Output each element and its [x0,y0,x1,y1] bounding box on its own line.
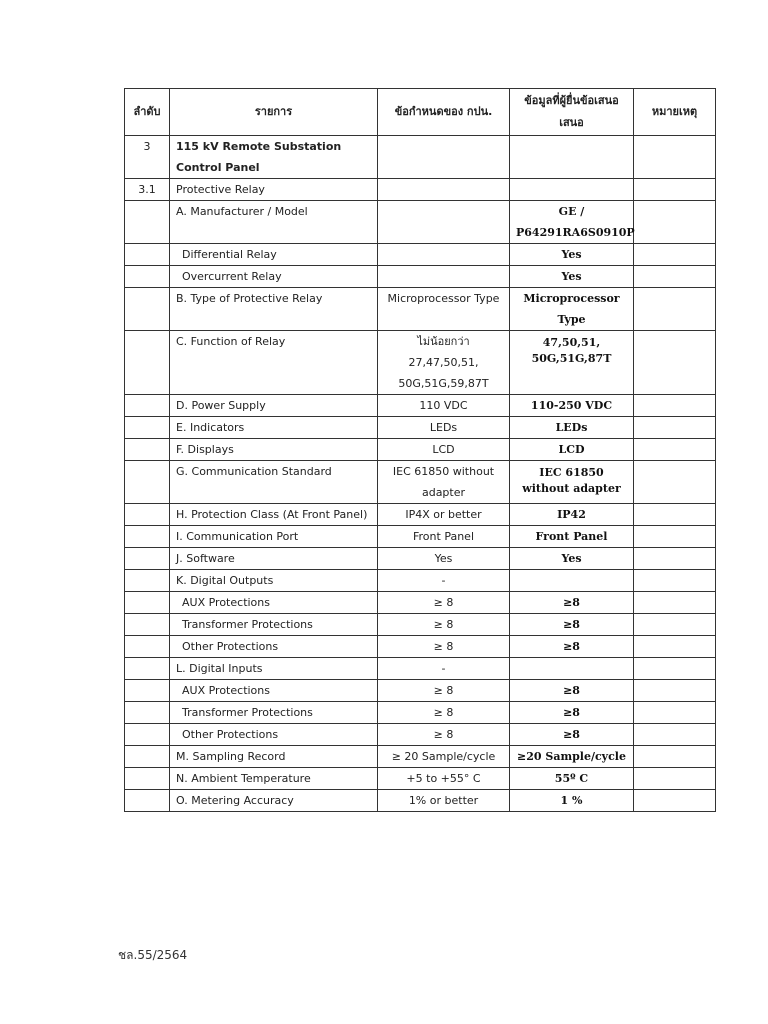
row-requirement-cell: LCD [378,439,510,461]
row-remark-cell [634,570,716,592]
row-order-cell [125,417,170,439]
row-offer-cell: LCD [510,439,634,461]
row-requirement-cell: ≥ 20 Sample/cycle [378,746,510,768]
row-offer-cell: 1 % [510,790,634,812]
row-item-cell: N. Ambient Temperature [170,768,378,790]
row-offer-cell: ≥8 [510,636,634,658]
row-offer-cell: Yes [510,244,634,266]
row-offer-cell: ≥8 [510,702,634,724]
row-requirement-cell: ≥ 8 [378,724,510,746]
row-remark-cell [634,614,716,636]
row-order-cell [125,526,170,548]
row-order-cell [125,746,170,768]
row-requirement-cell: Microprocessor Type [378,288,510,331]
row-item-cell: L. Digital Inputs [170,658,378,680]
row-item-cell: Transformer Protections [170,702,378,724]
row-remark-cell [634,702,716,724]
row-remark-cell [634,548,716,570]
header-requirement: ข้อกำหนดของ กปน. [378,89,510,136]
row-order-cell [125,790,170,812]
row-remark-cell [634,461,716,504]
row-remark-cell [634,417,716,439]
table-row [125,136,716,179]
table-row [125,680,716,702]
document-code: ชล.55/2564 [118,948,188,962]
row-requirement-cell [378,179,510,201]
row-remark-cell [634,244,716,266]
row-offer-cell [510,136,634,179]
spec-table [124,88,716,812]
row-item-cell: M. Sampling Record [170,746,378,768]
row-order-cell [125,461,170,504]
table-row [125,746,716,768]
table-row [125,570,716,592]
row-item-cell: Transformer Protections [170,614,378,636]
row-remark-cell [634,179,716,201]
row-remark-cell [634,636,716,658]
row-requirement-cell: 1% or better [378,790,510,812]
row-order-cell [125,266,170,288]
table-row [125,768,716,790]
row-remark-cell [634,504,716,526]
row-item-cell: J. Software [170,548,378,570]
row-order-cell [125,768,170,790]
row-item-cell: AUX Protections [170,592,378,614]
row-item-cell: O. Metering Accuracy [170,790,378,812]
row-remark-cell [634,266,716,288]
row-remark-cell [634,331,716,395]
row-item-cell: H. Protection Class (At Front Panel) [170,504,378,526]
table-row [125,266,716,288]
row-remark-cell [634,201,716,244]
table-row [125,702,716,724]
row-remark-cell [634,592,716,614]
row-offer-cell [510,570,634,592]
row-item-cell: Differential Relay [170,244,378,266]
row-remark-cell [634,768,716,790]
table-row [125,331,716,395]
row-item-cell: I. Communication Port [170,526,378,548]
row-requirement-cell [378,244,510,266]
row-order-cell [125,395,170,417]
row-order-cell [125,504,170,526]
row-offer-cell: ≥8 [510,592,634,614]
row-remark-cell [634,724,716,746]
row-order-cell: 3 [125,136,170,179]
row-offer-cell: Front Panel [510,526,634,548]
row-requirement-cell: LEDs [378,417,510,439]
row-requirement-cell: ≥ 8 [378,680,510,702]
row-order-cell [125,658,170,680]
row-requirement-cell: IP4X or better [378,504,510,526]
table-row [125,461,716,504]
row-requirement-cell: ≥ 8 [378,702,510,724]
row-offer-cell: Yes [510,266,634,288]
table-row [125,417,716,439]
row-order-cell [125,614,170,636]
row-requirement-cell: - [378,570,510,592]
row-item-cell: A. Manufacturer / Model [170,201,378,244]
row-requirement-cell: ≥ 8 [378,636,510,658]
row-item-cell: G. Communication Standard [170,461,378,504]
table-row [125,439,716,461]
row-requirement-cell: 110 VDC [378,395,510,417]
header-remark: หมายเหตุ [634,89,716,136]
table-row [125,504,716,526]
row-remark-cell [634,526,716,548]
row-remark-cell [634,746,716,768]
row-remark-cell [634,680,716,702]
row-order-cell [125,244,170,266]
row-order-cell [125,702,170,724]
row-requirement-cell [378,201,510,244]
row-offer-cell: Microprocessor Type [510,288,634,331]
row-item-cell: 115 kV Remote Substation Control Panel [170,136,378,179]
row-offer-cell: 110-250 VDC [510,395,634,417]
row-remark-cell [634,439,716,461]
row-remark-cell [634,395,716,417]
row-offer-cell: ≥8 [510,614,634,636]
row-item-cell: E. Indicators [170,417,378,439]
row-offer-cell: 47,50,51, 50G,51G,87T [510,331,634,395]
row-requirement-cell: - [378,658,510,680]
row-order-cell [125,680,170,702]
row-requirement-cell: ≥ 8 [378,614,510,636]
row-item-cell: Overcurrent Relay [170,266,378,288]
row-offer-cell [510,179,634,201]
row-item-cell: Protective Relay [170,179,378,201]
row-item-cell: F. Displays [170,439,378,461]
row-remark-cell [634,288,716,331]
row-remark-cell [634,790,716,812]
table-body [125,136,716,812]
row-order-cell [125,331,170,395]
table-row [125,526,716,548]
row-requirement-cell [378,266,510,288]
row-order-cell [125,201,170,244]
row-order-cell [125,548,170,570]
table-row [125,201,716,244]
row-item-cell: Other Protections [170,636,378,658]
table-row [125,790,716,812]
row-item-cell: B. Type of Protective Relay [170,288,378,331]
row-order-cell [125,439,170,461]
header-item: รายการ [170,89,378,136]
row-offer-cell: Yes [510,548,634,570]
row-item-cell: AUX Protections [170,680,378,702]
row-offer-cell [510,658,634,680]
table-row [125,614,716,636]
row-offer-cell: IP42 [510,504,634,526]
table-header-row [125,89,716,136]
row-requirement-cell: ไม่น้อยกว่า 27,47,50,51, 50G,51G,59,87T [378,331,510,395]
row-remark-cell [634,658,716,680]
row-item-cell: K. Digital Outputs [170,570,378,592]
table-row [125,724,716,746]
row-offer-cell: LEDs [510,417,634,439]
row-order-cell [125,288,170,331]
row-offer-cell: ≥8 [510,680,634,702]
row-item-cell: C. Function of Relay [170,331,378,395]
table-row [125,395,716,417]
table-row [125,288,716,331]
row-item-cell: D. Power Supply [170,395,378,417]
row-order-cell [125,636,170,658]
row-item-cell: Other Protections [170,724,378,746]
row-requirement-cell: ≥ 8 [378,592,510,614]
row-order-cell [125,570,170,592]
row-order-cell: 3.1 [125,179,170,201]
row-order-cell [125,724,170,746]
row-remark-cell [634,136,716,179]
row-requirement-cell: Yes [378,548,510,570]
header-offer: ข้อมูลที่ผู้ยื่นข้อเสนอเสนอ [510,89,634,136]
row-requirement-cell: +5 to +55° C [378,768,510,790]
row-offer-cell: 55º C [510,768,634,790]
table-row [125,658,716,680]
header-order: ลำดับ [125,89,170,136]
row-offer-cell: ≥20 Sample/cycle [510,746,634,768]
row-requirement-cell: Front Panel [378,526,510,548]
table-row [125,636,716,658]
row-order-cell [125,592,170,614]
row-offer-cell: ≥8 [510,724,634,746]
row-requirement-cell: IEC 61850 without adapter [378,461,510,504]
table-row [125,592,716,614]
row-offer-cell: IEC 61850 without adapter [510,461,634,504]
table-row [125,548,716,570]
row-offer-cell: GE / P64291RA6S0910P [510,201,634,244]
table-row [125,244,716,266]
row-requirement-cell [378,136,510,179]
table-row [125,179,716,201]
